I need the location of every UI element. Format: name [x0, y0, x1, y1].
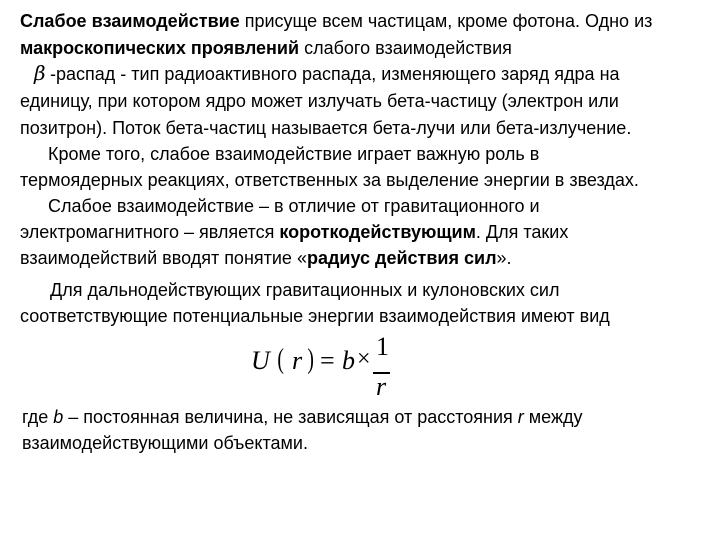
text: слабого взаимодействия: [299, 38, 512, 58]
beta-line-1: -распад - тип радиоактивного распада, изменяющего заряд ядра на: [50, 64, 620, 84]
formula-lparen: (: [277, 344, 284, 375]
text: ».: [496, 248, 512, 268]
formula-equals: =: [320, 346, 335, 375]
formula-numerator: 1: [376, 332, 389, 361]
paragraph-3-line-1: Кроме того, слабое взаимодействие играет важную роль в: [48, 144, 540, 164]
paragraph-6-line-2: взаимодействующими объектами.: [22, 433, 308, 453]
formula-times: ×: [357, 346, 371, 372]
term-weak-interaction: Слабое взаимодействие: [20, 11, 240, 31]
paragraph-4-line-2: [20, 221, 568, 243]
formula-denominator: r: [376, 372, 387, 401]
term-macroscopic: макроскопических проявлений: [20, 38, 300, 58]
paragraph-5-line-2: соответствующие потенциальные энергии взаимодействия имеют вид: [20, 306, 610, 326]
term-short-range: короткодействующим: [279, 222, 476, 242]
paragraph-3-line-2: термоядерных реакциях, ответственных за выделение энергии в звездах.: [20, 170, 639, 190]
text: взаимодействий вводят понятие «: [20, 248, 307, 268]
symbol-b: b: [53, 407, 64, 427]
formula-b: b: [342, 346, 355, 375]
symbol-r: r: [517, 407, 524, 427]
text: . Для таких: [475, 222, 569, 242]
term-radius-of-action: радиус действия сил: [306, 248, 497, 268]
beta-line-3: позитрон). Поток бета-частиц называется бета-лучи или бета-излучение.: [20, 118, 632, 138]
paragraph-6-line-1: [22, 406, 583, 428]
beta-symbol: β: [34, 61, 46, 85]
formula-r: r: [292, 346, 303, 375]
formula-rparen: ): [307, 344, 314, 375]
text: присуще всем частицам, кроме фотона. Одно из: [239, 11, 653, 31]
text: где: [22, 407, 54, 427]
text: между: [523, 407, 583, 427]
paragraph-1-line-2: [20, 37, 512, 59]
paragraph-1-line-1: [20, 10, 652, 32]
paragraph-4-line-3: [20, 247, 512, 269]
text: – постоянная величина, не зависящая от расстояния: [63, 407, 518, 427]
text: электромагнитного – является: [20, 222, 280, 242]
paragraph-4-line-1: Слабое взаимодействие – в отличие от гравитационного и: [48, 196, 540, 216]
formula-U: U: [251, 346, 270, 375]
paragraph-5-line-1: Для дальнодействующих гравитационных и кулоновских сил: [50, 280, 560, 300]
beta-line-2: единицу, при котором ядро может излучать бета-частицу (электрон или: [20, 91, 619, 111]
